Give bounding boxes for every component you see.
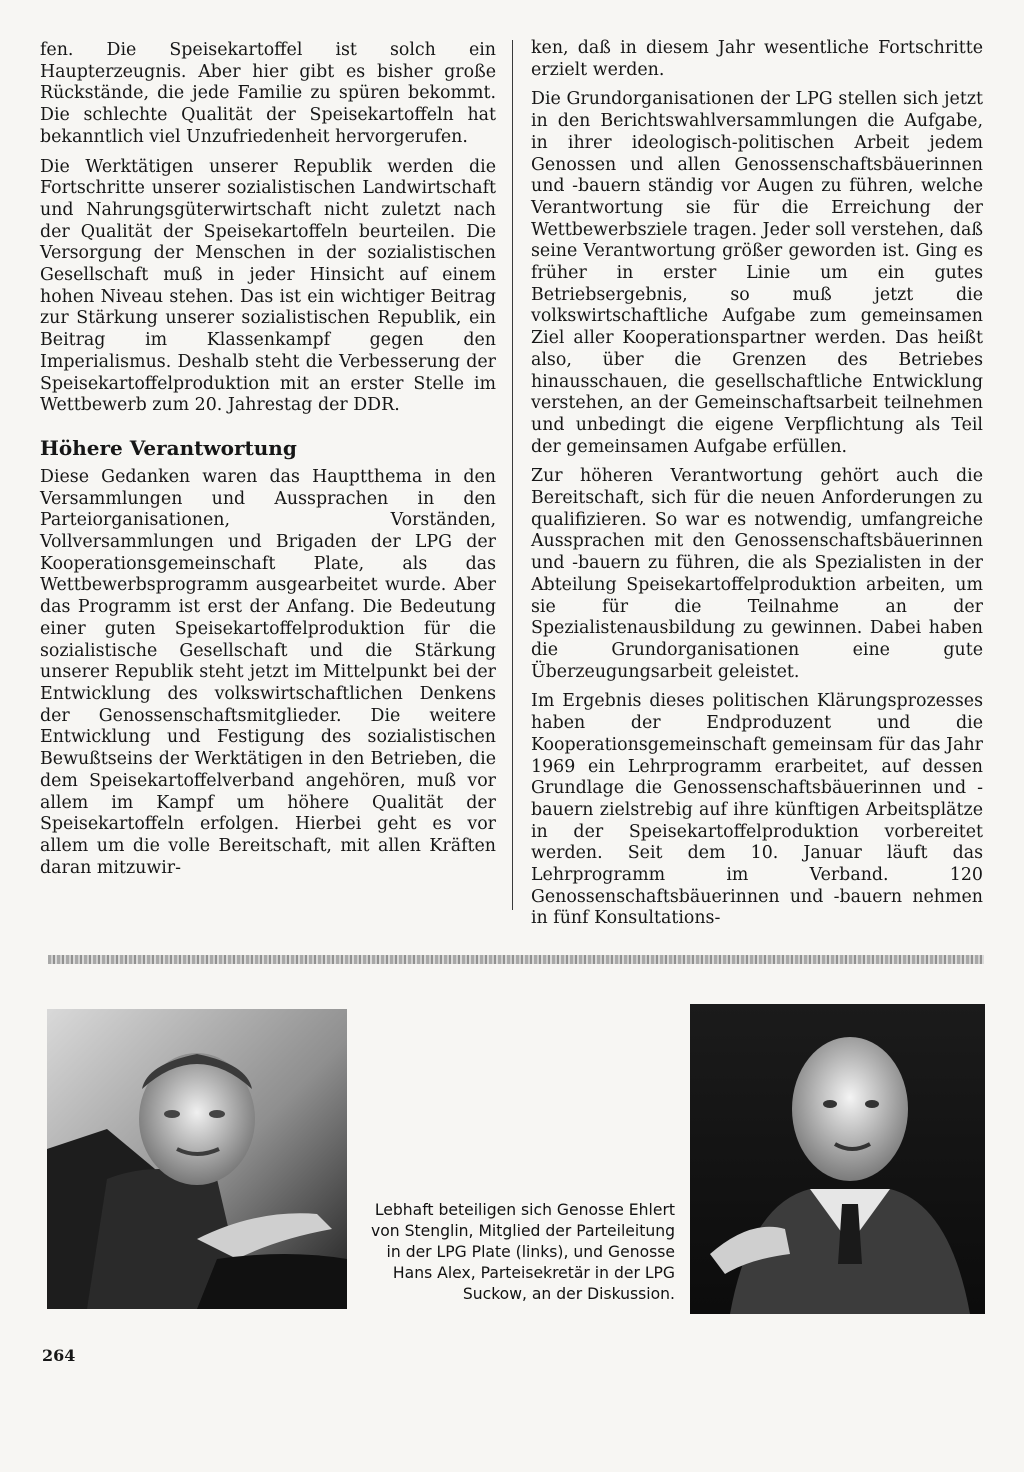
photo-left-image <box>47 1009 347 1309</box>
right-paragraph-1: ken, daß in diesem Jahr wesentliche Fortschritte erzielt werden. <box>531 38 983 80</box>
left-paragraph-1: fen. Die Speisekartoffel ist solch ein Haupterzeugnis. Aber hier gibt es bisher große Rückstände, die jede Familie zu spüren bekommt. Die schlechte Qualität der Speisekartoffeln hat bekanntlich viel Unzufriedenheit hervorgerufen. <box>40 40 496 147</box>
section-heading: Höhere Verantwortung <box>40 435 297 460</box>
column-divider <box>512 40 513 910</box>
right-paragraph-3: Zur höheren Verantwortung gehört auch die Bereitschaft, sich für die neuen Anforderungen zu qualifizieren. So war es notwendig, umfangreiche Aussprachen mit den Genossenschaftsbäuerinnen und -bauern zu führen, die als Spezialisten in der Abteilung Speisekartoffelproduktion arbeiten, um sie für die Teilnahme an der Spezialistenausbildung zu gewinnen. Dabei haben die Grundorganisationen eine gute Überzeugungsarbeit geleistet. <box>531 466 983 682</box>
right-text-column <box>531 38 983 938</box>
page-number: 264 <box>42 1346 76 1365</box>
photo-caption: Lebhaft beteiligen sich Genosse Ehlert von Stenglin, Mitglied der Parteileitung in der LPG Plate (links), und Genosse Hans Alex, Parteisekretär in der LPG Suckow, an der Diskussion. <box>371 1201 675 1303</box>
photo-right-man-speaking <box>690 1004 985 1314</box>
right-paragraph-4: Im Ergebnis dieses politischen Klärungsprozesses haben der Endproduzent und die Kooperationsgemeinschaft gemeinsam für das Jahr 1969 ein Lehrprogramm erarbeitet, auf dessen Grundlage die Genossenschaftsbäuerinnen und -bauern zielstrebig auf ihre künftigen Arbeitsplätze in der Speisekartoffelproduktion vorbereitet werden. Seit dem 10. Januar läuft das Lehrprogramm im Verband. 120 Genossenschaftsbäuerinnen und -bauern nehmen in fünf Konsultations- <box>531 691 983 929</box>
decorative-halftone-band <box>48 955 984 964</box>
photo-right-image <box>690 1004 985 1314</box>
left-text-column <box>40 40 496 887</box>
left-paragraph-3: Diese Gedanken waren das Hauptthema in den Versammlungen und Aussprachen in den Parteiorganisationen, Vorständen, Vollversammlungen und Brigaden der LPG der Kooperationsgemeinschaft Plate, als das Wettbewerbsprogramm ausgearbeitet wurde. Aber das Programm ist erst der Anfang. Die Bedeutung einer guten Speisekartoffelproduktion für die sozialistische Gesellschaft und die Stärkung unserer Republik steht jetzt im Mittelpunkt bei der Entwicklung des volkswirtschaftlichen Denkens der Genossenschaftsmitglieder. Die weitere Entwicklung und Festigung des sozialistischen Bewußtseins der Werktätigen in den Betrieben, die dem Speisekartoffelverband angehören, muß vor allem im Kampf um höhere Qualität der Speisekartoffeln erfolgen. Hierbei geht es vor allem um die volle Bereitschaft, mit allen Kräften daran mitzuwir- <box>40 466 496 878</box>
left-paragraph-2: Die Werktätigen unserer Republik werden die Fortschritte unserer sozialistischen Landwirtschaft und Nahrungsgüterwirtschaft nicht zuletzt nach der Qualität der Speisekartoffeln beurteilen. Die Versorgung der Menschen in der sozialistischen Gesellschaft muß in jeder Hinsicht auf einem hohen Niveau stehen. Das ist ein wichtiger Beitrag zur Stärkung unserer sozialistischen Republik, ein Beitrag im Klassenkampf gegen den Imperialismus. Deshalb steht die Verbesserung der Speisekartoffelproduktion mit an erster Stelle im Wettbewerb zum 20. Jahrestag der DDR. <box>40 156 496 416</box>
photo-left-man-gesturing <box>47 1009 347 1309</box>
right-paragraph-2: Die Grundorganisationen der LPG stellen sich jetzt in den Berichtswahlversammlungen die Aufgabe, in ihrer ideologisch-politischen Arbeit jedem Genossen und allen Genossenschaftsbäuerinnen und -bauern ständig vor Augen zu führen, welche Verantwortung sie für die Erreichung der Wettbewerbsziele tragen. Jeder soll verstehen, daß seine Verantwortung größer geworden ist. Ging es früher in erster Linie um ein gutes Betriebsergebnis, so muß jetzt die volkswirtschaftliche Aufgabe zum gemeinsamen Ziel aller Kooperationspartner werden. Das heißt also, über die Grenzen des Betriebes hinausschauen, die gesellschaftliche Entwicklung verstehen, an der Gemeinschaftsarbeit teilnehmen und unbedingt die eigene Verpflichtung als Teil der gemeinsamen Aufgabe erfüllen. <box>531 89 983 457</box>
